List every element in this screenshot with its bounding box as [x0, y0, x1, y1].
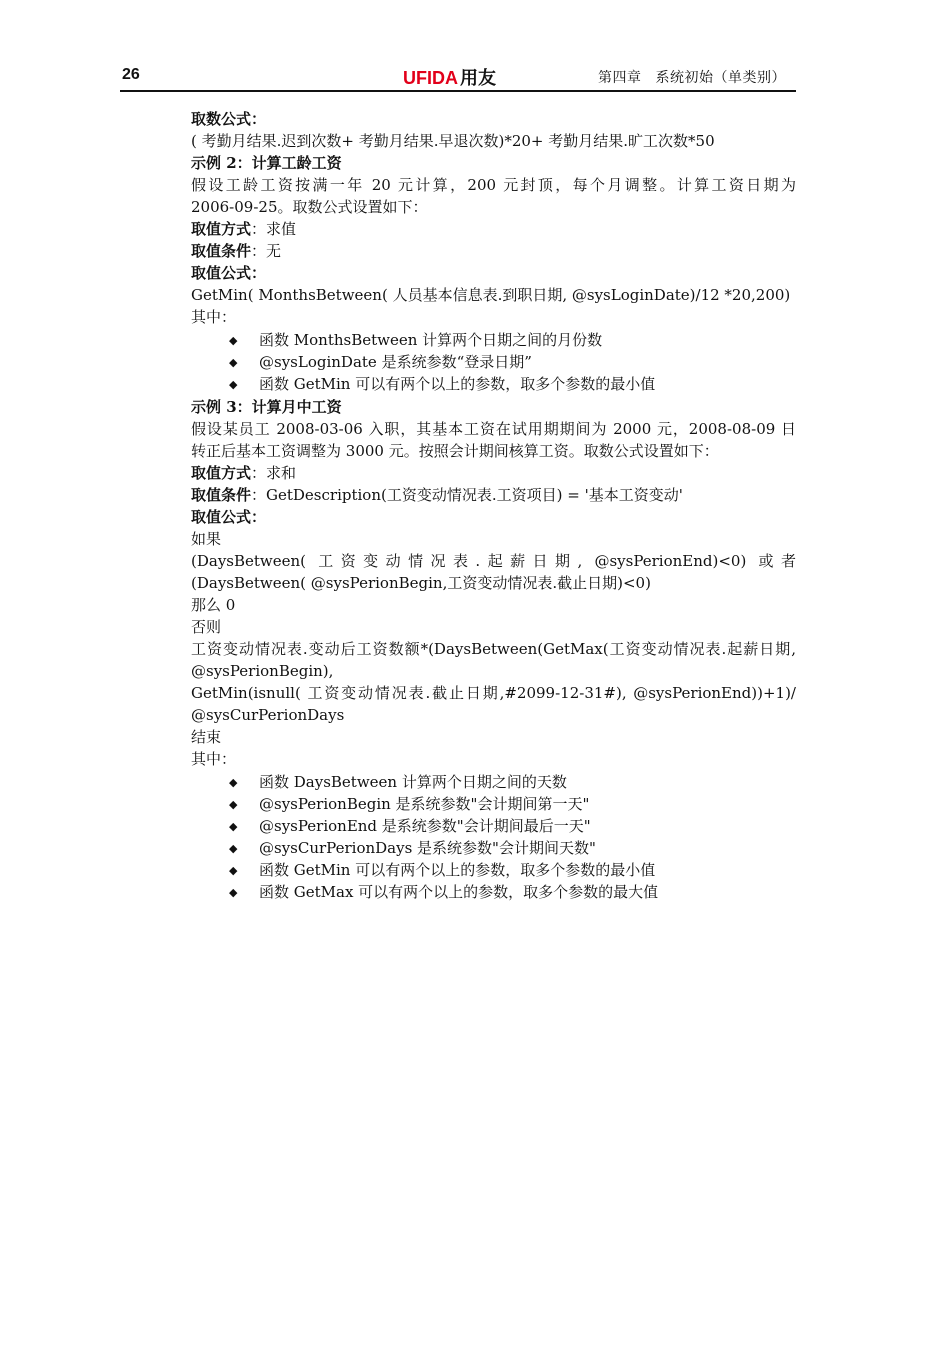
example-3-method: 取值方式：求和: [191, 464, 297, 482]
chapter-title: 第四章 系统初始（单类别）: [598, 70, 786, 86]
example-2-title: 示例 2：计算工龄工资: [191, 154, 342, 172]
formula-line-3: 工资变动情况表.变动后工资数额*(DaysBetween(GetMax(工资变动情况表.起薪日期,: [191, 640, 796, 658]
ufida-logo: [403, 64, 496, 90]
example-2-formula: GetMin( MonthsBetween( 人员基本信息表.到职日期, @sysLoginDate)/12 *20,200): [191, 286, 791, 304]
formula-text: ( 考勤月结果.迟到次数+ 考勤月结果.早退次数)*20+ 考勤月结果.旷工次数*50: [191, 132, 715, 150]
formula-line-1: (DaysBetween( 工资变动情况表.起薪日期, @sysPerionEnd)<0) 或者: [191, 552, 796, 570]
example-3-desc-line1: 假设某员工 2008-03-06 入职，其基本工资在试用期期间为 2000 元，2008-08-09 日: [191, 420, 796, 438]
logo-en: UFIDA: [403, 68, 458, 88]
formula-line-6: @sysCurPerionDays: [191, 706, 345, 724]
example-3-title: 示例 3：计算月中工资: [191, 398, 342, 416]
example-3-formula-label: 取值公式：: [191, 508, 267, 526]
formula-if: 如果: [191, 530, 222, 548]
list-item: ◆ @sysCurPerionDays 是系统参数"会计期间天数": [229, 839, 796, 858]
example-2-desc-line1: 假设工龄工资按满一年 20 元计算，200 元封顶，每个月调整。计算工资日期为: [191, 176, 796, 194]
example-3-notes: [191, 773, 796, 902]
example-2-where: 其中：: [191, 308, 237, 326]
page-number: 26: [122, 66, 140, 83]
logo-cn: 用友: [460, 68, 496, 88]
formula-end: 结束: [191, 728, 222, 746]
example-3-condition: 取值条件：GetDescription(工资变动情况表.工资项目) = '基本工资变动': [191, 486, 683, 504]
list-item: ◆ @sysPerionEnd 是系统参数"会计期间最后一天": [229, 817, 796, 836]
example-2-formula-label: 取值公式：: [191, 264, 267, 282]
formula-label: 取数公式：: [191, 110, 267, 128]
example-2-method: 取值方式：求值: [191, 220, 297, 238]
example-3-where: 其中：: [191, 750, 237, 768]
list-item: ◆ @sysPerionBegin 是系统参数"会计期间第一天": [229, 795, 796, 814]
example-3-desc-line2: 转正后基本工资调整为 3000 元。按照会计期间核算工资。取数公式设置如下：: [191, 442, 719, 460]
formula-line-2: (DaysBetween( @sysPerionBegin,工资变动情况表.截止日期)<0): [191, 574, 651, 592]
list-item: ◆ 函数 MonthsBetween 计算两个日期之间的月份数: [229, 331, 796, 350]
example-2-notes: [191, 331, 796, 394]
formula-else: 否则: [191, 618, 222, 636]
list-item: ◆ 函数 DaysBetween 计算两个日期之间的天数: [229, 773, 796, 792]
list-item: ◆ 函数 GetMin 可以有两个以上的参数，取多个参数的最小值: [229, 861, 796, 880]
list-item: ◆ 函数 GetMax 可以有两个以上的参数，取多个参数的最大值: [229, 883, 796, 902]
formula-then: 那么 0: [191, 596, 236, 614]
example-2-desc-line2: 2006-09-25。取数公式设置如下：: [191, 198, 428, 216]
example-2-condition: 取值条件：无: [191, 242, 282, 260]
formula-line-4: @sysPerionBegin),: [191, 662, 334, 680]
page-header: [120, 64, 796, 92]
list-item: ◆ @sysLoginDate 是系统参数“登录日期”: [229, 353, 796, 372]
list-item: ◆ 函数 GetMin 可以有两个以上的参数，取多个参数的最小值: [229, 375, 796, 394]
page-body: [191, 110, 796, 906]
formula-line-5: GetMin(isnull( 工资变动情况表.截止日期,#2099-12-31#), @sysPerionEnd))+1)/: [191, 684, 796, 702]
